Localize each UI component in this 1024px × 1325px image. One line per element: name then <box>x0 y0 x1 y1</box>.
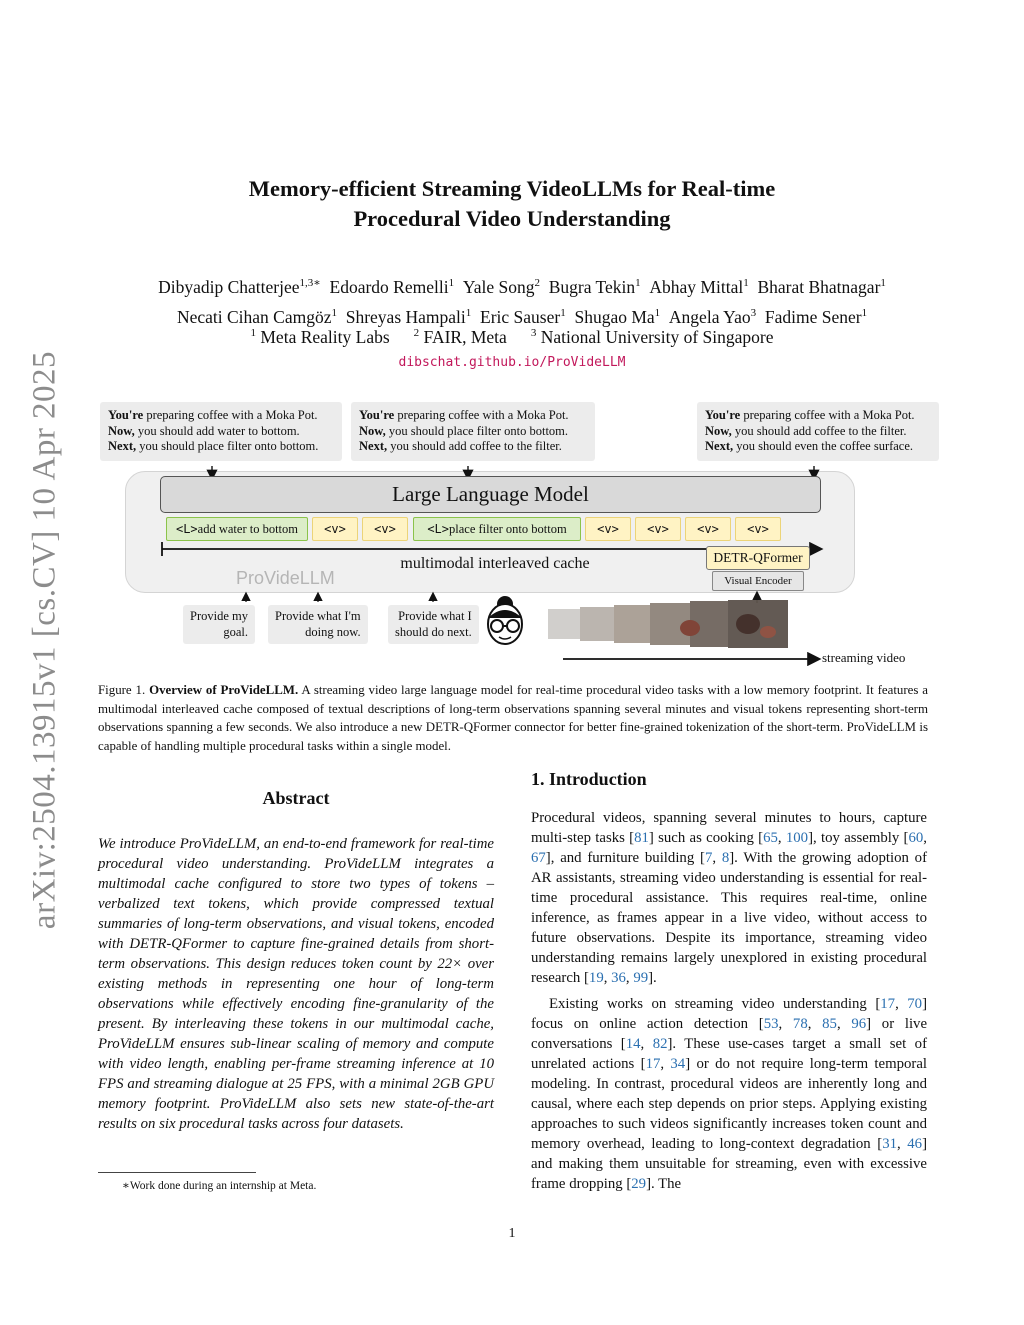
author-affil-mark: 1,3∗ <box>299 277 321 289</box>
citation-link[interactable]: 34 <box>670 1056 686 1072</box>
footnote-rule <box>98 1172 256 1173</box>
visual-token: <v> <box>312 517 358 541</box>
abstract-body: We introduce ProVideLLM, an end-to-end framework for real-time procedural video understanding. ProVideLLM integrates a multimodal cache configured to store two types of tokens – verbalized text tokens, which provide compressed textual summaries of long-term observations, and visual tokens, encoded with DETR-QFormer to capture fine-grained details from short-term observations. This design reduces token count by 22× over existing methods in representing one hour of long-term observations while effectively encoding fine-granularity of the present. By interleaving these tokens in our multimodal cache, ProVideLLM ensures sub-linear scaling of memory and compute with video length, enabling per-frame streaming inference at 10 FPS and streaming dialogue at 25 FPS, with a minimal 2GB GPU memory footprint. ProVideLLM also sets new state-of-the-art results on six procedural tasks across four datasets. <box>98 836 494 1132</box>
visual-token: <v> <box>585 517 631 541</box>
citation-link[interactable]: 100 <box>785 830 809 846</box>
citation-link[interactable]: 60 <box>908 830 924 846</box>
author-affil-mark: 2 <box>534 277 540 289</box>
citation-link[interactable]: 99 <box>633 970 649 986</box>
title-line-2: Procedural Video Understanding <box>353 206 671 231</box>
arxiv-id: arXiv:2504.13915v1 [cs.CV] 10 Apr 2025 <box>26 350 63 930</box>
author-affil-mark: 1 <box>635 277 641 289</box>
citation-link[interactable]: 82 <box>652 1036 668 1052</box>
capability-now: Provide what I'm doing now. <box>268 605 368 644</box>
citation-link[interactable]: 17 <box>880 996 896 1012</box>
citation-link[interactable]: 53 <box>763 1016 779 1032</box>
citation-link[interactable]: 81 <box>634 830 649 846</box>
citation-link[interactable]: 19 <box>588 970 604 986</box>
author-affil-mark: 1 <box>861 306 868 319</box>
visual-token: <v> <box>685 517 731 541</box>
figure-caption: Figure 1. Overview of ProVideLLM. A streaming video large language model for real-time procedural video tasks with a low memory footprint. It features a multimodal interleaved cache composed of textual descriptions of long-term observations spanning several minutes and visual tokens representing short-term observations spanning a few seconds. We also introduce a new DETR-QFormer connector for better fine-grained tokenization of the short-term. ProVideLLM is capable of handling multiple procedural tasks within a single model. <box>98 683 928 753</box>
author-affil-mark: 1 <box>448 277 455 289</box>
visual-encoder-block: Visual Encoder <box>712 571 804 591</box>
citation-link[interactable]: 67 <box>531 850 546 866</box>
intro-paragraph-1: Procedural videos, spanning several minutes to hours, capture multi-step tasks [81] such as cooking [65, 100], toy assembly [60, 67], and furniture building [7, 8]. With the growing adoption of AR assistants, streaming video understanding is essential for real-time procedural assistance. This requires real-time, online inference, as frames appear in a live video, without access to future observations. Despite its importance, streaming video understanding remains largely unexplored in existing procedural research [19, 36, 99]. <box>531 810 927 986</box>
author-name: Necati Cihan Camgöz <box>176 306 332 327</box>
page-number: 1 <box>508 1226 516 1241</box>
citation-link[interactable]: 7 <box>704 850 713 866</box>
author-affil-mark: 3 <box>750 306 757 319</box>
author-name: Eric Sauser <box>480 306 561 327</box>
author-name: Shugao Ma <box>574 306 655 327</box>
footnote: ∗Work done during an internship at Meta. <box>122 1180 317 1192</box>
citation-link[interactable]: 96 <box>851 1016 867 1032</box>
citation-link[interactable]: 46 <box>907 1136 923 1152</box>
provideollm-brand: ProVideLLM <box>236 568 335 588</box>
streaming-video-label: streaming video <box>822 650 906 665</box>
output-bubble-2: You're preparing coffee with a Moka Pot. Now, you should place filter onto bottom. Next, you should add coffee to the filter. <box>351 402 595 461</box>
intro-paragraph-2: Existing works on streaming video understanding [17, 70] focus on online action detection [53, 78, 85, 96] or live conversations [14, 82]. These use-cases target a small set of unrelated actions [17, 34] or do not require long-term temporal modeling. In contrast, procedural videos are inherently long and causal, where each step depends on prior steps. Applying existing approaches to such videos significantly increases token count and memory overhead, leading to long-context degradation [31, 46] and making them unsuitable for streaming, even with excessive frame dropping [29]. The <box>531 996 928 1192</box>
visual-token: <v> <box>635 517 681 541</box>
author-affil-mark: 1 <box>654 306 661 319</box>
author-name: Fadime Sener <box>764 306 862 327</box>
output-bubble-1: You're preparing coffee with a Moka Pot. Now, you should add water to bottom. Next, you should place filter onto bottom. <box>100 402 342 461</box>
author-name: Shreyas Hampali <box>345 306 466 327</box>
text-token-2: <L>place filter onto bottom <box>413 517 581 541</box>
user-glasses-icon <box>488 596 522 644</box>
llm-block: Large Language Model <box>160 476 821 513</box>
text-token-1: <L>add water to bottom <box>166 517 308 541</box>
visual-token: <v> <box>362 517 408 541</box>
citation-link[interactable]: 78 <box>792 1016 808 1032</box>
author-name: Angela Yao <box>668 306 751 327</box>
citation-link[interactable]: 31 <box>882 1136 897 1152</box>
capability-goal: Provide my goal. <box>183 605 255 644</box>
abstract-heading: Abstract <box>262 788 330 808</box>
visual-token: <v> <box>735 517 781 541</box>
intro-body <box>531 808 927 1200</box>
detr-qformer-block: DETR-QFormer <box>706 546 810 570</box>
citation-link[interactable]: 70 <box>907 996 923 1012</box>
author-affil-mark: 1 <box>743 277 749 289</box>
project-url[interactable]: dibschat.github.io/ProVideLLM <box>398 355 626 370</box>
citation-link[interactable]: 17 <box>645 1056 661 1072</box>
output-bubble-3: You're preparing coffee with a Moka Pot. Now, you should add coffee to the filter. Next, you should even the coffee surface. <box>697 402 939 461</box>
video-frames <box>548 600 788 648</box>
author-name: Dibyadip Chatterjee <box>158 276 300 297</box>
author-affil-mark: 1 <box>560 306 566 319</box>
citation-link[interactable]: 36 <box>611 970 626 986</box>
cache-label: multimodal interleaved cache <box>400 555 590 572</box>
author-name: Bugra Tekin <box>548 276 636 297</box>
author-affil-mark: 1 <box>465 306 472 319</box>
author-name: Yale Song <box>462 276 535 297</box>
citation-link[interactable]: 85 <box>822 1016 837 1032</box>
citation-link[interactable]: 8 <box>721 850 730 866</box>
affiliation: $^2$ FAIR, Meta <box>413 327 507 347</box>
affiliation: $^3$ National University of Singapore <box>530 327 774 347</box>
citation-link[interactable]: 14 <box>625 1036 641 1052</box>
title-line-1: Memory-efficient Streaming VideoLLMs for Real-time <box>248 176 776 201</box>
author-name: Abhay Mittal <box>649 276 744 297</box>
author-name: Bharat Bhatnagar <box>757 276 881 297</box>
capability-next: Provide what I should do next. <box>388 605 479 644</box>
citation-link[interactable]: 29 <box>631 1176 647 1192</box>
affiliation: $^1$ Meta Reality Labs <box>250 327 390 347</box>
author-name: Edoardo Remelli <box>329 276 449 297</box>
author-affil-mark: 1 <box>331 306 337 319</box>
citation-link[interactable]: 65 <box>763 830 778 846</box>
author-affil-mark: 1 <box>880 277 886 289</box>
intro-heading: 1. Introduction <box>531 769 647 789</box>
